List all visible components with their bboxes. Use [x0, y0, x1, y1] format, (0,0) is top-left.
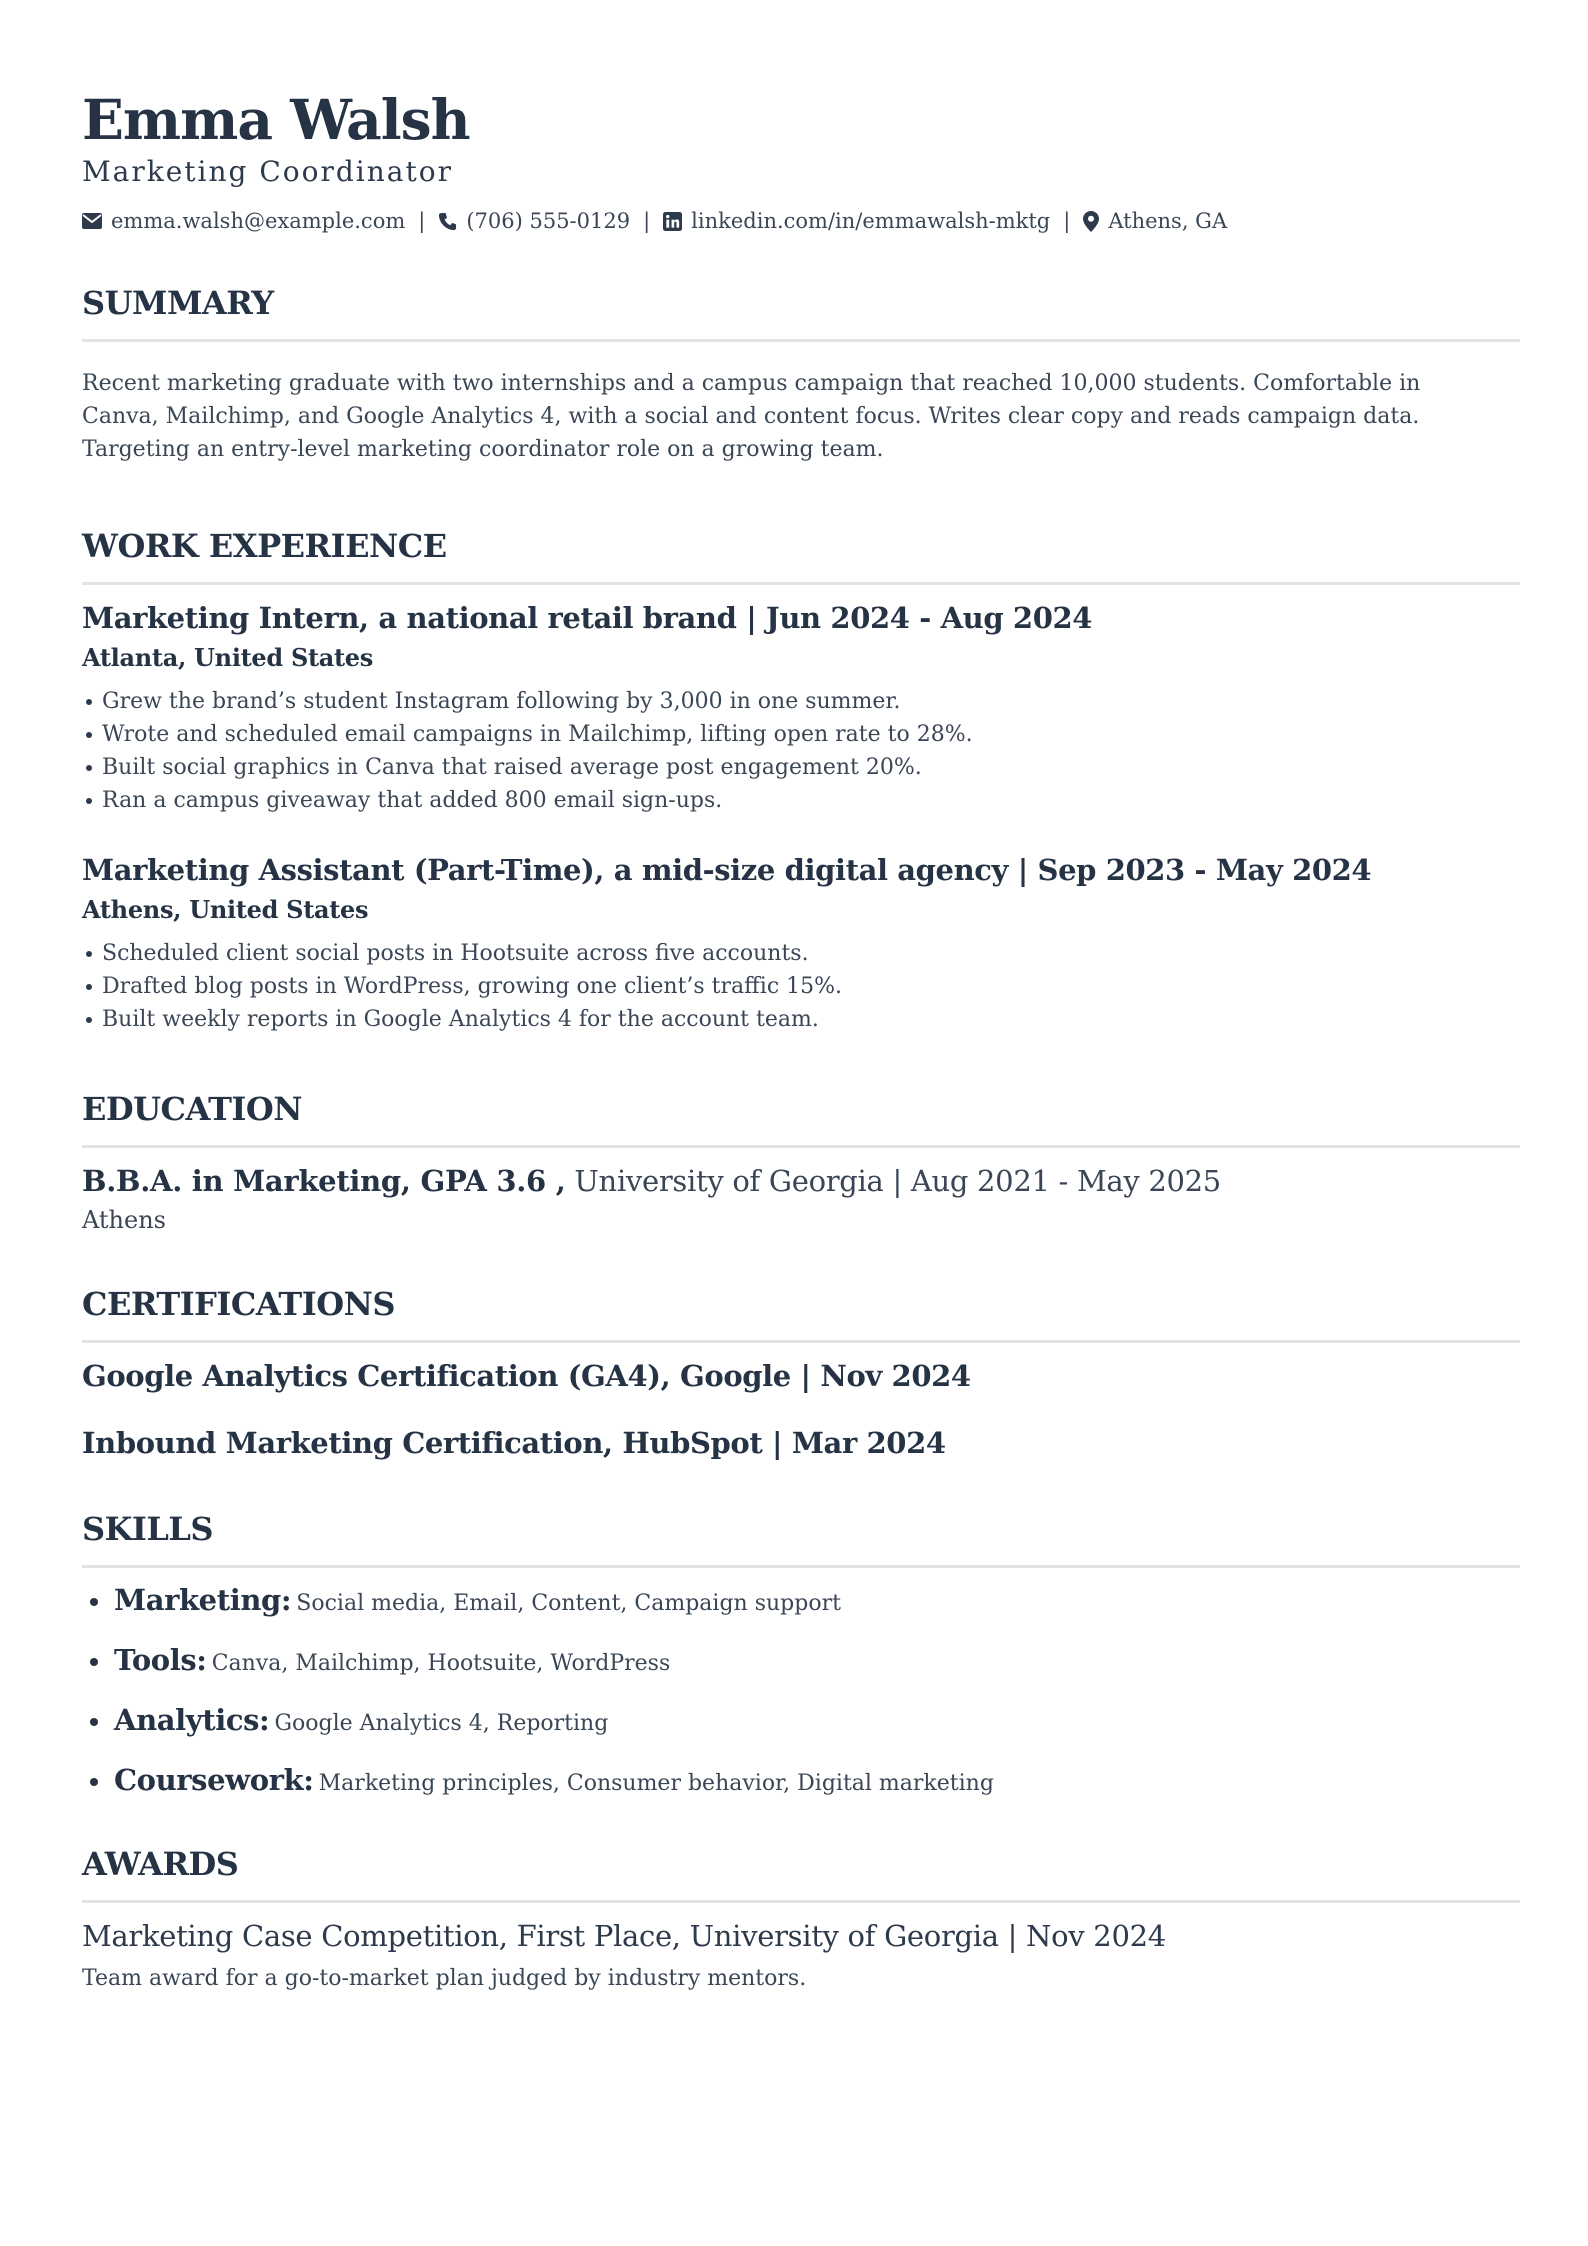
phone-icon	[438, 212, 466, 231]
skill-item	[114, 1643, 994, 1703]
section-divider	[82, 339, 1520, 342]
award-description: Team award for a go-to-market plan judged by industry mentors.	[82, 1966, 807, 1991]
linkedin-text: linkedin.com/in/emmawalsh-mktg	[691, 209, 1051, 233]
list-item: Grew the brand’s student Instagram following by 3,000 in one summer.	[102, 685, 973, 718]
skill-label: Tools:	[114, 1643, 207, 1677]
contact-linkedin[interactable]	[663, 206, 1050, 236]
section-heading-education: EDUCATION	[82, 1090, 302, 1128]
skill-item	[114, 1703, 994, 1763]
job-bullets	[82, 937, 842, 1036]
list-item: Built social graphics in Canva that raised average post engagement 20%.	[102, 751, 973, 784]
skill-label: Analytics:	[114, 1703, 270, 1737]
section-divider	[82, 1900, 1520, 1903]
section-heading-certifications: CERTIFICATIONS	[82, 1285, 395, 1323]
skill-item	[114, 1583, 994, 1643]
contact-separator: |	[643, 209, 651, 233]
list-item: Ran a campus giveaway that added 800 email sign-ups.	[102, 784, 973, 817]
job-title-line: Marketing Assistant (Part-Time), a mid-size digital agency | Sep 2023 - May 2024	[82, 853, 1372, 887]
phone-text: (706) 555-0129	[466, 209, 631, 233]
contact-separator: |	[418, 209, 426, 233]
education-line	[82, 1162, 1221, 1200]
skill-label: Coursework:	[114, 1763, 314, 1797]
education-degree: B.B.A. in Marketing, GPA 3.6 ,	[82, 1164, 566, 1198]
map-pin-icon	[1083, 211, 1108, 232]
section-heading-awards: AWARDS	[82, 1845, 239, 1883]
job-location: Atlanta, United States	[82, 643, 373, 672]
skill-item	[114, 1763, 994, 1823]
list-item: Built weekly reports in Google Analytics 4 for the account team.	[102, 1003, 842, 1036]
list-item: Drafted blog posts in WordPress, growing one client’s traffic 15%.	[102, 970, 842, 1003]
location-text: Athens, GA	[1108, 209, 1228, 233]
candidate-title: Marketing Coordinator	[82, 155, 453, 188]
email-text: emma.walsh@example.com	[111, 209, 406, 233]
certification-item: Inbound Marketing Certification, HubSpot | Mar 2024	[82, 1426, 946, 1460]
contact-phone[interactable]	[438, 206, 630, 236]
job-title-line: Marketing Intern, a national retail brand | Jun 2024 - Aug 2024	[82, 601, 1093, 635]
skill-values: Social media, Email, Content, Campaign support	[296, 1591, 841, 1616]
contact-bar	[82, 206, 1227, 236]
section-heading-skills: SKILLS	[82, 1510, 213, 1548]
job-location: Athens, United States	[82, 895, 369, 924]
skill-values: Canva, Mailchimp, Hootsuite, WordPress	[211, 1651, 671, 1676]
contact-email[interactable]	[82, 206, 405, 236]
section-divider	[82, 1340, 1520, 1343]
certification-item: Google Analytics Certification (GA4), Google | Nov 2024	[82, 1359, 971, 1393]
section-heading-summary: SUMMARY	[82, 284, 274, 322]
skills-list	[82, 1583, 994, 1823]
section-divider	[82, 1145, 1520, 1148]
section-divider	[82, 582, 1520, 585]
award-title-line: Marketing Case Competition, First Place, University of Georgia | Nov 2024	[82, 1919, 1166, 1953]
summary-text: Recent marketing graduate with two internships and a campus campaign that reached 10,000 students. Comfortable in Canva, Mailchimp, and Google Analytics 4, with a social and content focus. Writes clear copy and reads campaign data. Targeting an entry-level marketing coordinator role on a growing team.	[82, 371, 1421, 462]
section-heading-experience: WORK EXPERIENCE	[82, 527, 447, 565]
education-school-dates: University of Georgia | Aug 2021 - May 2025	[574, 1164, 1221, 1198]
job-bullets	[82, 685, 973, 817]
envelope-icon	[82, 213, 111, 229]
list-item: Wrote and scheduled email campaigns in Mailchimp, lifting open rate to 28%.	[102, 718, 973, 751]
skill-label: Marketing:	[114, 1583, 292, 1617]
contact-separator: |	[1063, 209, 1071, 233]
contact-location	[1083, 206, 1227, 236]
skill-values: Marketing principles, Consumer behavior, Digital marketing	[318, 1771, 994, 1796]
section-divider	[82, 1565, 1520, 1568]
list-item: Scheduled client social posts in Hootsuite across five accounts.	[102, 937, 842, 970]
skill-values: Google Analytics 4, Reporting	[274, 1711, 609, 1736]
education-location: Athens	[82, 1206, 166, 1234]
linkedin-icon	[663, 212, 691, 231]
candidate-name: Emma Walsh	[82, 87, 470, 152]
